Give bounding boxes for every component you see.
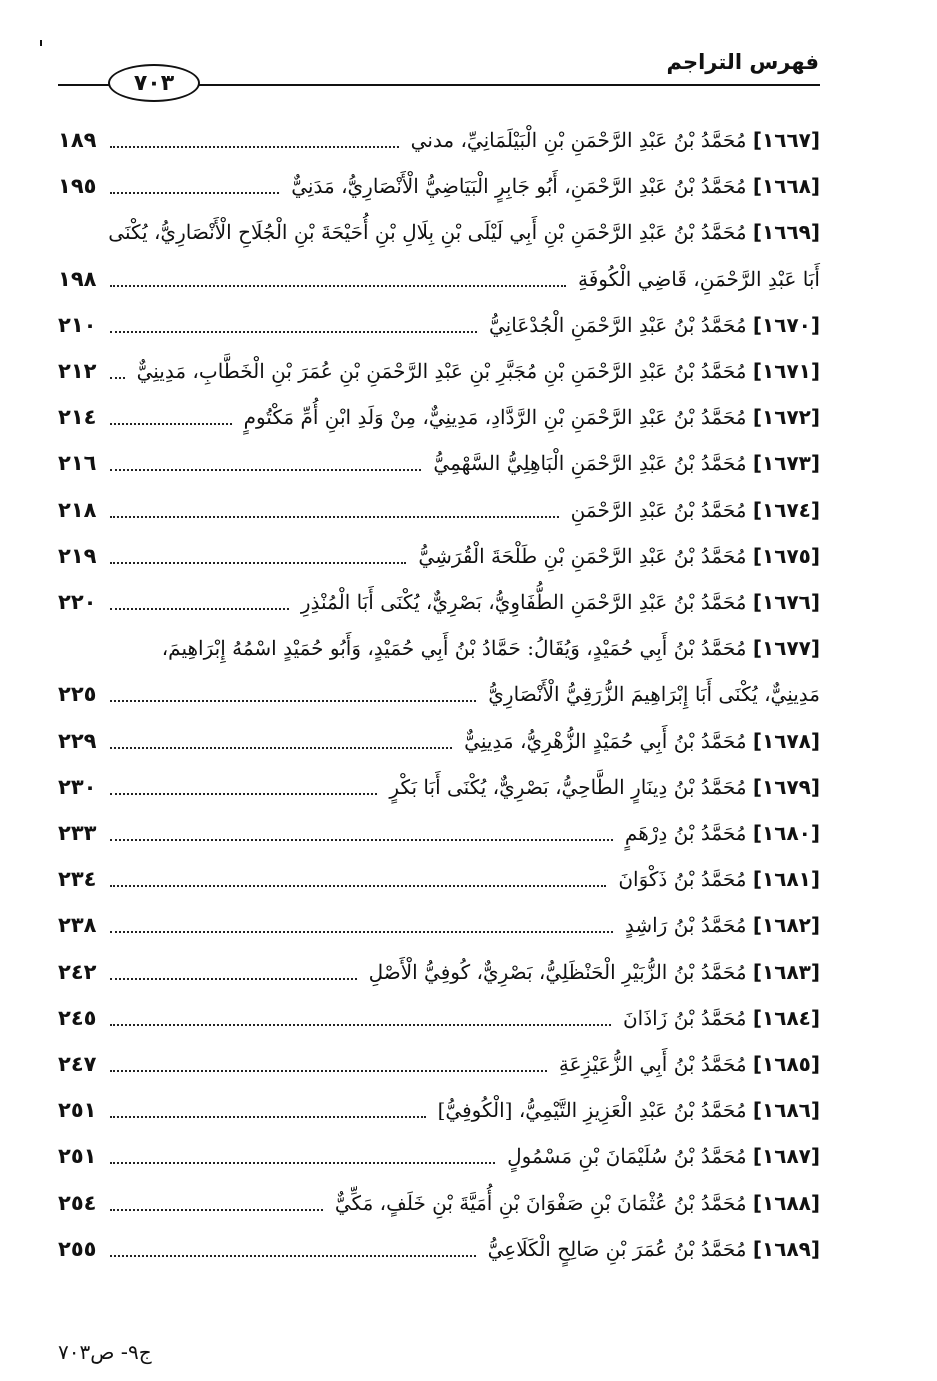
entry-name: مُحَمَّدُ بْنُ عَبْدِ الرَّحْمَنِ بْنِ الرَّدَّادِ، مَدِينِيٌّ، مِنْ وَلَدِ ابْنِ أُمِّ مَكْتُومٍ <box>243 405 747 430</box>
dot-leader <box>110 839 613 841</box>
entry-name: مُحَمَّدُ بْنُ عُمَرَ بْنِ صَالِحٍ الْكَلَاعِيُّ <box>487 1236 747 1261</box>
index-entry <box>58 353 820 393</box>
dot-leader <box>110 285 566 287</box>
entry-page-number: ٢٥١ <box>58 1144 97 1169</box>
index-entry <box>58 307 820 347</box>
entry-name: مُحَمَّدُ بْنُ أَبِي حُمَيْدٍ الزُّهْرِيُّ، مَدِينِيٌّ <box>464 728 747 753</box>
entry-page-number: ٢٣٤ <box>58 867 97 892</box>
entry-name: مُحَمَّدُ بْنُ دِينَارٍ الطَّاحِيُّ، بَصْرِيٌّ، يُكْنَى أَبَا بَكْرٍ <box>389 774 747 799</box>
entry-number: [١٦٨٢] <box>752 913 820 938</box>
entry-name: مُحَمَّدُ بْنُ عَبْدِ الرَّحْمَنِ بْنِ مُجَبَّرِ بْنِ عَبْدِ الرَّحْمَنِ بْنِ عُمَرَ بْنِ الْخَطَّابِ، مَدِينِيٌّ <box>136 359 747 383</box>
index-entry <box>58 168 820 208</box>
index-entry <box>58 1138 820 1178</box>
entry-name: مُحَمَّدُ بْنُ عَبْدِ الرَّحْمَنِ بْنِ الْبَيْلَمَانِيِّ، مدني <box>410 128 747 152</box>
entry-number: [١٦٧٧] <box>752 636 820 661</box>
dot-leader <box>110 377 125 379</box>
index-entry <box>58 769 820 809</box>
index-entry <box>58 1092 820 1132</box>
index-entry <box>58 1185 820 1225</box>
index-entry <box>58 261 820 301</box>
entry-name: مُحَمَّدُ بْنُ سُلَيْمَانَ بْنِ مَسْمُولٍ <box>507 1144 747 1169</box>
dot-leader <box>110 1255 476 1257</box>
entry-page-number: ٢١٠ <box>58 312 97 337</box>
entry-text <box>623 1006 820 1030</box>
entry-number: [١٦٧٢] <box>752 405 820 430</box>
index-entry <box>58 815 820 855</box>
page-number: ٧٠٣ <box>133 70 175 96</box>
entry-text <box>618 867 820 891</box>
dot-leader <box>110 885 606 887</box>
index-entry <box>58 1046 820 1086</box>
entry-text <box>559 1052 820 1076</box>
page-number-badge <box>108 64 200 102</box>
entry-name: مُحَمَّدُ بْنُ عُثْمَانَ بْنِ صَفْوَانَ بْنِ أُمَيَّةَ بْنِ خَلَفٍ، مَكِّيٌّ <box>334 1190 747 1215</box>
index-entry <box>58 122 820 162</box>
footer-reference: ج٩- ص٧٠٣ <box>58 1340 152 1364</box>
entry-number: [١٦٨٨] <box>752 1190 820 1215</box>
entry-name: مُحَمَّدُ بْنُ أَبِي حُمَيْدٍ، وَيُقَالُ: حَمَّادُ بْنُ أَبِي حُمَيْدٍ، وَأَبُو حُمَيْدٍ اسْمُهُ إِبْرَاهِيمَ، <box>161 636 747 661</box>
entry-number: [١٦٧٠] <box>752 312 820 337</box>
entry-number: [١٦٨٤] <box>752 1005 820 1030</box>
entry-page-number: ٢٥٥ <box>58 1236 97 1261</box>
index-entry <box>58 399 820 439</box>
entry-text <box>571 498 820 522</box>
entry-page-number: ٢١٤ <box>58 405 97 430</box>
entry-page-number: ٢١٦ <box>58 451 97 476</box>
entry-page-number: ٢٤٧ <box>58 1052 97 1076</box>
entry-page-number: ١٩٨ <box>58 266 97 291</box>
entry-page-number: ٢٣٨ <box>58 913 97 938</box>
dot-leader <box>110 608 289 610</box>
entry-name: مُحَمَّدُ بْنُ عَبْدِ الْعَزِيزِ التَّيْمِيُّ، [الْكُوفِيُّ] <box>437 1098 747 1123</box>
entry-page-number: ٢٤٢ <box>58 959 97 984</box>
entry-page-number: ٢٣٣ <box>58 821 97 845</box>
entry-number: [١٦٦٩] <box>752 220 820 245</box>
entry-page-number: ٢٢٩ <box>58 728 97 753</box>
dot-leader <box>110 331 477 333</box>
entry-number: [١٦٧٦] <box>752 590 820 614</box>
index-entry <box>58 630 820 670</box>
entry-name: أَبَا عَبْدِ الرَّحْمَنِ، قَاضِي الْكُوفَةِ <box>577 266 820 291</box>
entry-page-number: ٢٣٠ <box>58 774 97 799</box>
entry-text <box>625 821 820 845</box>
entry-name: مُحَمَّدُ بْنُ زَاذَانَ <box>622 1005 747 1030</box>
dot-leader <box>110 700 476 702</box>
entry-number: [١٦٨٩] <box>752 1236 820 1261</box>
index-entry <box>58 538 820 578</box>
dot-leader <box>110 1024 611 1026</box>
entry-text <box>389 775 820 799</box>
index-entry <box>58 1231 820 1271</box>
page-title: فهرس التراجم <box>666 50 819 74</box>
dot-leader <box>110 562 406 564</box>
index-entry <box>58 584 820 624</box>
entry-name: مُحَمَّدُ بْنُ عَبْدِ الرَّحْمَنِ الْبَاهِلِيُّ السَّهْمِيُّ <box>433 451 747 476</box>
index-entry <box>58 861 820 901</box>
dot-leader <box>110 1162 495 1164</box>
entry-text <box>489 313 820 337</box>
entry-text <box>488 1237 820 1261</box>
index-entry <box>58 954 820 994</box>
index-entry <box>58 492 820 532</box>
entry-number: [١٦٦٧] <box>752 128 820 152</box>
entry-number: [١٦٧٣] <box>752 451 820 476</box>
entry-text <box>418 544 820 568</box>
entry-text <box>411 128 820 152</box>
entry-number: [١٦٨٧] <box>752 1144 820 1169</box>
entry-number: [١٦٦٨] <box>752 174 820 199</box>
entry-name: مُحَمَّدُ بْنُ عَبْدِ الرَّحْمَنِ بْنِ أَبِي لَيْلَى بْنِ بِلَالِ بْنِ أُحَيْحَةَ بْنِ الْجُلَاحِ الْأَنْصَارِيُّ، يُكْنَى <box>108 220 747 245</box>
dot-leader <box>110 793 377 795</box>
dot-leader <box>110 423 232 425</box>
dot-leader <box>110 1116 426 1118</box>
index-entry <box>58 1000 820 1040</box>
dot-leader <box>110 469 421 471</box>
dot-leader <box>110 516 559 518</box>
entry-text <box>162 636 820 660</box>
entry-text <box>433 451 820 475</box>
entry-number: [١٦٨٣] <box>752 959 820 984</box>
entry-page-number: ١٩٥ <box>58 174 97 199</box>
entry-number: [١٦٧٩] <box>752 774 820 799</box>
entry-text <box>464 729 820 753</box>
entry-page-number: ٢٢٥ <box>58 682 97 707</box>
entry-text <box>335 1191 820 1215</box>
entry-name: مُحَمَّدُ بْنُ الزُّبَيْرِ الْحَنْظَلِيُّ، بَصْرِيٌّ، كُوفِيُّ الْأَصْلِ <box>368 959 747 984</box>
index-entry <box>58 445 820 485</box>
dot-leader <box>110 978 357 980</box>
dot-leader <box>110 1209 323 1211</box>
index-entry <box>58 214 820 254</box>
entry-text <box>507 1144 820 1168</box>
entry-page-number: ١٨٩ <box>58 128 97 152</box>
entry-name: مُحَمَّدُ بْنُ عَبْدِ الرَّحْمَنِ الْجُدْعَانِيُّ <box>489 312 747 337</box>
entry-page-number: ٢٥١ <box>58 1098 97 1123</box>
entry-text <box>108 220 820 244</box>
entry-page-number: ٢٢٠ <box>58 590 97 614</box>
entry-name: مَدِينِيٌّ، يُكْنَى أَبَا إِبْرَاهِيمَ الزُّرَقِيُّ الْأَنْصَارِيُّ <box>488 682 820 707</box>
entry-name: مُحَمَّدُ بْنُ عَبْدِ الرَّحْمَنِ، أَبُو جَابِرٍ الْبَيَاضِيُّ الْأَنْصَارِيُّ، مَدَنِيٌّ <box>291 174 747 199</box>
entry-name: مُحَمَّدُ بْنُ أَبِي الزُّعَيْزِعَةِ <box>558 1052 747 1076</box>
entry-number: [١٦٨٦] <box>752 1098 820 1123</box>
entry-text <box>301 590 820 614</box>
entry-text <box>244 405 820 429</box>
entry-page-number: ٢١٨ <box>58 497 97 522</box>
corner-mark <box>40 40 42 46</box>
entry-name: مُحَمَّدُ بْنُ عَبْدِ الرَّحْمَنِ بْنِ طَلْحَةَ الْقُرَشِيُّ <box>418 543 747 568</box>
index-entry <box>58 676 820 716</box>
entry-text <box>291 174 820 198</box>
entry-text <box>137 359 820 383</box>
entry-name: مُحَمَّدُ بْنُ عَبْدِ الرَّحْمَنِ الطُّفَاوِيُّ، بَصْرِيٌّ، يُكْنَى أَبَا الْمُنْذِرِ <box>300 590 747 614</box>
entry-text <box>488 682 820 706</box>
entry-number: [١٦٨١] <box>752 867 820 892</box>
entry-name: مُحَمَّدُ بْنُ عَبْدِ الرَّحْمَنِ <box>570 497 747 522</box>
entry-number: [١٦٧١] <box>752 359 820 383</box>
entry-name: مُحَمَّدُ بْنُ ذَكْوَانَ <box>618 867 747 892</box>
entry-name: مُحَمَّدُ بْنُ دِرْهَمٍ <box>624 821 747 845</box>
entry-page-number: ٢٥٤ <box>58 1190 97 1215</box>
entry-number: [١٦٨٥] <box>752 1052 820 1076</box>
entry-page-number: ٢١٢ <box>58 359 97 383</box>
entry-number: [١٦٧٤] <box>752 497 820 522</box>
entry-number: [١٦٨٠] <box>752 821 820 845</box>
entry-page-number: ٢٤٥ <box>58 1005 97 1030</box>
dot-leader <box>110 146 399 148</box>
entry-name: مُحَمَّدُ بْنُ رَاشِدٍ <box>624 913 747 938</box>
entry-text <box>578 267 820 291</box>
entry-text <box>625 913 820 937</box>
entry-text <box>369 960 820 984</box>
index-entry <box>58 907 820 947</box>
dot-leader <box>110 192 279 194</box>
entry-number: [١٦٧٨] <box>752 728 820 753</box>
dot-leader <box>110 747 452 749</box>
dot-leader <box>110 1070 547 1072</box>
dot-leader <box>110 931 613 933</box>
entry-text <box>438 1098 820 1122</box>
index-entry <box>58 723 820 763</box>
entry-page-number: ٢١٩ <box>58 543 97 568</box>
entry-number: [١٦٧٥] <box>752 543 820 568</box>
